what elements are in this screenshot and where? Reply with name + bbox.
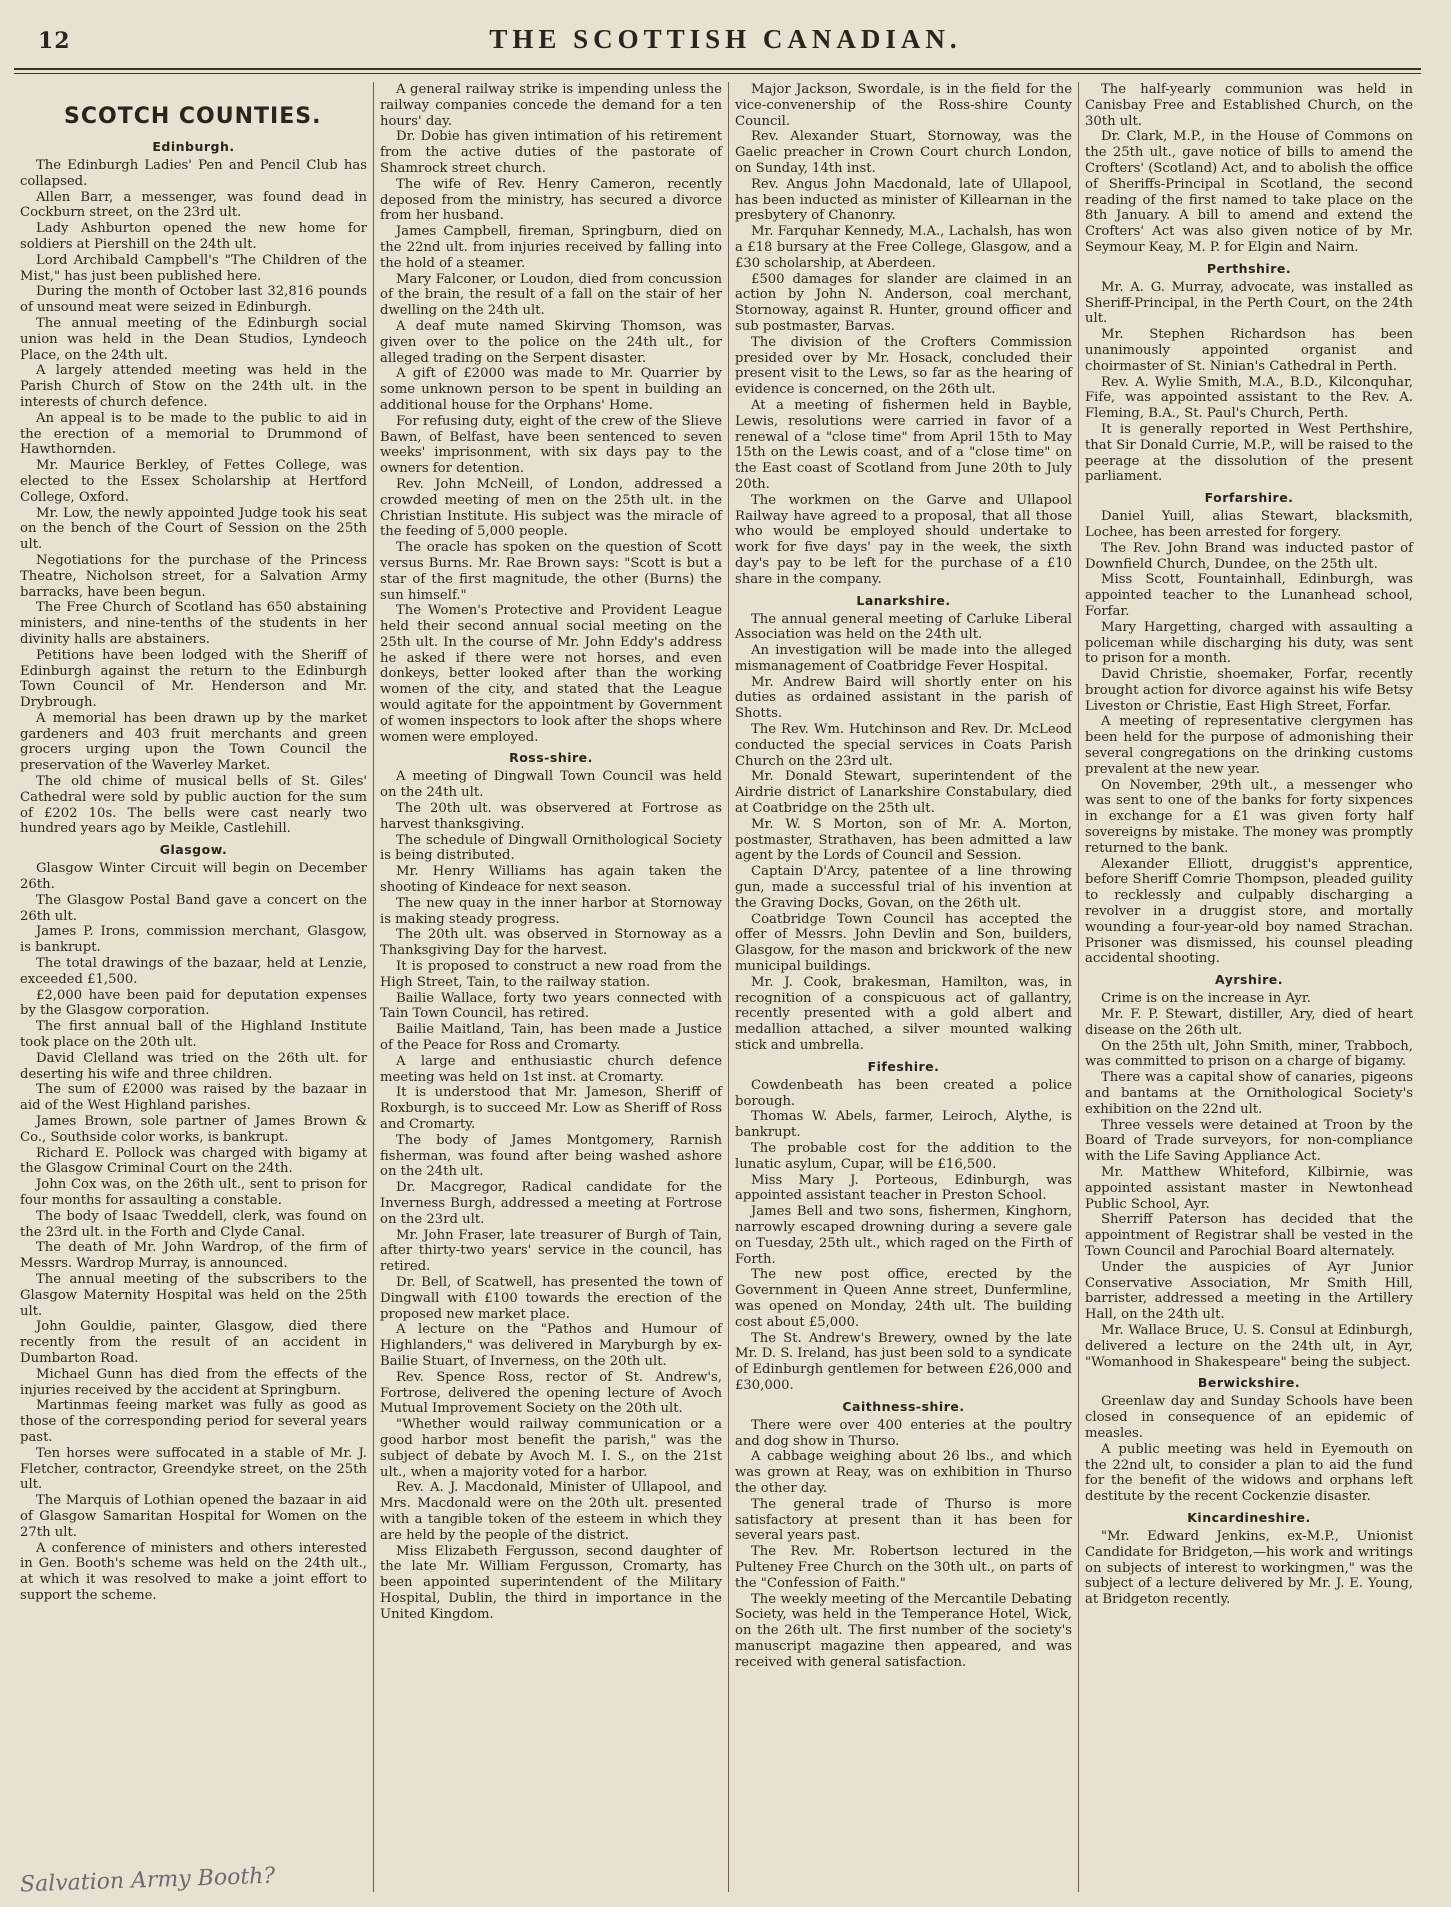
news-item: On November, 29th ult., a messenger who was sent to one of the banks for forty sixpences in exchange for a £1 was given forty half sovereigns by mistake. The money was promptly returned to the bank.	[1085, 777, 1413, 856]
news-item: Major Jackson, Swordale, is in the field for the vice-convenership of the Ross-shire County Council.	[735, 82, 1072, 129]
county-heading: Lanarkshire.	[856, 592, 951, 608]
news-item: Alexander Elliott, druggist's apprentice, before Sheriff Comrie Thompson, pleaded guility to recklessly and culpably discharging a revolver in a druggist store, and mortally wounding a four-year-old boy named Strachan. Prisoner was dismissed, his counsel pleading accidental shooting.	[1085, 856, 1413, 967]
county-heading: Forfarshire.	[1204, 490, 1294, 506]
news-item: Allen Barr, a messenger, was found dead in Cockburn street, on the 23rd ult.	[20, 189, 367, 221]
news-item: A public meeting was held in Eyemouth on the 22nd ult, to consider a plan to aid the fund for the benefit of the widows and orphans left destitute by the recent Cockenzie disaster.	[1085, 1441, 1413, 1505]
news-item: The wife of Rev. Henry Cameron, recently deposed from the ministry, has secured a divorce from her husband.	[380, 176, 722, 224]
news-item: The death of Mr. John Wardrop, of the firm of Messrs. Wardrop Murray, is announced.	[20, 1240, 367, 1272]
news-item: The annual meeting of the subscribers to the Glasgow Maternity Hospital was held on the 25th ult.	[20, 1271, 367, 1319]
news-item: The Rev. Wm. Hutchinson and Rev. Dr. McLeod conducted the special services in Coats Parish Church on the 23rd ult.	[735, 722, 1072, 769]
news-item: Lord Archibald Campbell's "The Children of the Mist," has just been published here.	[20, 252, 367, 284]
news-item: The Glasgow Postal Band gave a concert on the 26th ult.	[20, 892, 367, 924]
news-item: The 20th ult. was observered at Fortrose as harvest thanksgiving.	[380, 801, 722, 832]
county-heading: Caithness-shire.	[842, 1398, 965, 1414]
news-item: Dr. Clark, M.P., in the House of Commons on the 25th ult., gave notice of bills to amend the Crofters' (Scotland) Act, and to abolish the office of Sheriffs-Principal in Scotland, the second reading of the first named to take place on the 8th January. A bill to amend and extend the Crofters' Act was also given notice of by Mr. Seymour Keay, M. P. for Elgin and Nairn.	[1085, 129, 1414, 255]
news-item: The body of Isaac Tweddell, clerk, was found on the 23rd ult. in the Forth and Clyde Canal.	[20, 1208, 367, 1240]
news-item: Rev. Angus John Macdonald, late of Ullapool, has been inducted as minister of Killearnan in the presbytery of Chanonry.	[735, 176, 1072, 224]
news-item: Bailie Maitland, Tain, has been made a Justice of the Peace for Ross and Cromarty.	[380, 1022, 722, 1054]
news-item: Mr. Andrew Baird will shortly enter on his duties as ordained assistant in the parish of Shotts.	[735, 674, 1072, 722]
news-item: There were over 400 enteries at the poultry and dog show in Thurso.	[735, 1417, 1072, 1449]
news-item: Mr. J. Cook, brakesman, Hamilton, was, in recognition of a conspicuous act of gallantry, recently presented with a gold albert and medallion attached, a silver mounted walking stick and umbrella.	[735, 974, 1072, 1054]
news-item: Mary Falconer, or Loudon, died from concussion of the brain, the result of a fall on the stair of her dwelling on the 24th ult.	[380, 271, 722, 319]
news-item: Lady Ashburton opened the new home for soldiers at Piershill on the 24th ult.	[20, 221, 367, 252]
news-item: The oracle has spoken on the question of Scott versus Burns. Mr. Rae Brown says: "Scott is but a star of the first magnitude, the other (Burns) the sun himself."	[380, 540, 722, 603]
newspaper-title: THE SCOTTISH CANADIAN.	[489, 24, 962, 54]
news-item: The probable cost for the addition to the lunatic asylum, Cupar, will be £16,500.	[735, 1141, 1072, 1172]
news-item: Daniel Yuill, alias Stewart, blacksmith, Lochee, has been arrested for forgery.	[1085, 509, 1413, 540]
news-item: The division of the Crofters Commission presided over by Mr. Hosack, concluded their present visit to the Lews, so far as the hearing of evidence is concerned, on the 26th ult.	[735, 334, 1072, 398]
column-2	[374, 82, 729, 1892]
column-1	[14, 82, 374, 1892]
news-item: There was a capital show of canaries, pigeons and bantams at the Ornithological Society's exhibition on the 22nd ult.	[1085, 1070, 1413, 1117]
news-item: Rev. A. J. Macdonald, Minister of Ullapool, and Mrs. Macdonald were on the 20th ult. presented with a tangible token of the esteem in which they are held by the people of the district.	[380, 1480, 722, 1543]
news-item: The general trade of Thurso is more satisfactory at present than it has been for several years past.	[735, 1496, 1072, 1544]
column-3	[729, 82, 1079, 1892]
county-heading: Fifeshire.	[867, 1058, 940, 1074]
news-item: Mr. Henry Williams has again taken the shooting of Kindeace for next season.	[380, 864, 722, 896]
news-item: A lecture on the "Pathos and Humour of Highlanders," was delivered in Maryburgh by ex-Bailie Stuart, of Inverness, on the 20th ult.	[380, 1322, 722, 1369]
news-item: "Mr. Edward Jenkins, ex-M.P., Unionist Candidate for Bridgeton,—his work and writings on subjects of interest to workingmen," was the subject of a lecture delivered by Mr. J. E. Young, at Bridgeton recently.	[1085, 1528, 1413, 1608]
news-item: It is generally reported in West Perthshire, that Sir Donald Currie, M.P., will be raised to the peerage at the dissolution of the present parliament.	[1085, 421, 1413, 485]
news-item: Three vessels were detained at Troon by the Board of Trade surveyors, for non-compliance with the Life Saving Appliance Act.	[1085, 1117, 1413, 1165]
column-4	[1079, 82, 1419, 1892]
news-item: Mr. A. G. Murray, advocate, was installed as Sheriff-Principal, in the Perth Court, on the 24th ult.	[1085, 279, 1413, 327]
news-item: Thomas W. Abels, farmer, Leiroch, Alythe, is bankrupt.	[735, 1109, 1072, 1141]
news-item: The old chime of musical bells of St. Giles' Cathedral were sold by public auction for the sum of £202 10s. The bells were cast nearly two hundred years ago by Meikle, Castlehill.	[20, 774, 367, 837]
news-item: Coatbridge Town Council has accepted the offer of Messrs. John Devlin and Son, builders, Glasgow, for the mason and brickwork of the new municipal buildings.	[735, 911, 1072, 975]
page-number: 12	[38, 28, 71, 54]
news-item: James Brown, sole partner of James Brown & Co., Southside color works, is bankrupt.	[20, 1114, 367, 1145]
news-item: A conference of ministers and others interested in Gen. Booth's scheme was held on the 24th ult., at which it was resolved to make a joint effort to support the scheme.	[20, 1540, 367, 1603]
news-item: Cowdenbeath has been created a police borough.	[735, 1077, 1072, 1109]
news-item: A cabbage weighing about 26 lbs., and which was grown at Reay, was on exhibition in Thurso the other day.	[735, 1449, 1072, 1496]
news-item: The 20th ult. was observed in Stornoway as a Thanksgiving Day for the harvest.	[380, 927, 722, 959]
news-item: Negotiations for the purchase of the Princess Theatre, Nicholson street, for a Salvation Army barracks, have been begun.	[20, 552, 367, 600]
news-item: The weekly meeting of the Mercantile Debating Society, was held in the Temperance Hotel, Wick, on the 26th ult. The first number of the society's manuscript magazine then appeared, and was received with general satisfaction.	[735, 1591, 1072, 1670]
news-item: The new post office, erected by the Government in Queen Anne street, Dunfermline, was opened on Monday, 24th ult. The building cost about £5,000.	[735, 1267, 1072, 1330]
news-item: John Gouldie, painter, Glasgow, died there recently from the result of an accident in Dumbarton Road.	[20, 1319, 367, 1366]
news-item: Mr. Stephen Richardson has been unanimously appointed organist and choirmaster of St. Ninian's Cathedral in Perth.	[1085, 327, 1413, 374]
news-item: The St. Andrew's Brewery, owned by the late Mr. D. S. Ireland, has just been sold to a syndicate of Edinburgh gentlemen for between £26,000 and £30,000.	[735, 1330, 1072, 1393]
news-item: A meeting of Dingwall Town Council was held on the 24th ult.	[380, 769, 722, 801]
news-item: Mr. W. S Morton, son of Mr. A. Morton, postmaster, Strathaven, has been admitted a law agent by the Lords of Council and Session.	[735, 816, 1072, 864]
news-item: The schedule of Dingwall Ornithological Society is being distributed.	[380, 832, 722, 864]
news-item: The Free Church of Scotland has 650 abstaining ministers, and nine-tenths of the students in her divinity halls are abstainers.	[20, 600, 367, 647]
news-item: Mary Hargetting, charged with assaulting a policeman while discharging his duty, was sent to prison for a month.	[1085, 619, 1413, 667]
news-item: Petitions have been lodged with the Sheriff of Edinburgh against the return to the Edinburgh Town Council of Mr. Henderson and Mr. Drybrough.	[20, 647, 367, 711]
news-item: Rev. Alexander Stuart, Stornoway, was the Gaelic preacher in Crown Court church London, on Sunday, 14th inst.	[735, 129, 1072, 176]
news-item: At a meeting of fishermen held in Bayble, Lewis, resolutions were carried in favor of a renewal of a "close time" from April 15th to May 15th on the Lewis coast, and of a "close time" on the East coast of Scotland from June 20th to July 20th.	[735, 397, 1072, 492]
news-item: Mr. Matthew Whiteford, Kilbirnie, was appointed assistant master in Newtonhead Public School, Ayr.	[1085, 1165, 1413, 1212]
news-item: "Whether would railway communication or a good harbor most benefit the parish," was the subject of debate by Avoch M. I. S., on the 21st ult., when a majority voted for a harbor.	[380, 1417, 722, 1480]
news-item: Mr. Wallace Bruce, U. S. Consul at Edinburgh, delivered a lecture on the 24th ult, in Ayr, "Womanhood in Shakespeare" being the subject.	[1085, 1322, 1413, 1370]
news-item: An investigation will be made into the alleged mismanagement of Coatbridge Fever Hospital.	[735, 643, 1072, 674]
news-item: The Rev. Mr. Robertson lectured in the Pulteney Free Church on the 30th ult., on parts of the "Confession of Faith."	[735, 1544, 1072, 1591]
news-item: James Campbell, fireman, Springburn, died on the 22nd ult. from injuries received by falling into the hold of a steamer.	[380, 224, 722, 271]
news-item: Rev. A. Wylie Smith, M.A., B.D., Kilconquhar, Fife, was appointed assistant to the Rev. A. Fleming, B.A., St. Paul's Church, Perth.	[1085, 374, 1413, 422]
news-item: The half-yearly communion was held in Canisbay Free and Established Church, on the 30th ult.	[1085, 82, 1413, 129]
news-item: It is understood that Mr. Jameson, Sheriff of Roxburgh, is to succeed Mr. Low as Sheriff of Ross and Cromarty.	[380, 1085, 722, 1132]
news-item: Rev. Spence Ross, rector of St. Andrew's, Fortrose, delivered the opening lecture of Avoch Mutual Improvement Society on the 20th ult.	[380, 1369, 722, 1417]
county-heading: Perthshire.	[1206, 260, 1292, 276]
news-item: Captain D'Arcy, patentee of a line throwing gun, made a successful trial of his invention at the Graving Docks, Govan, on the 26th ult.	[735, 864, 1072, 911]
news-item: £500 damages for slander are claimed in an action by John N. Anderson, coal merchant, Stornoway, against R. Hunter, ground officer and sub postmaster, Barvas.	[735, 271, 1072, 334]
news-item: Miss Scott, Fountainhall, Edinburgh, was appointed teacher to the Lunanhead school, Forfar.	[1085, 572, 1413, 619]
news-item: The Edinburgh Ladies' Pen and Pencil Club has collapsed.	[20, 158, 367, 189]
news-item: Dr. Macgregor, Radical candidate for the Inverness Burgh, addressed a meeting at Fortrose on the 23rd ult.	[380, 1180, 722, 1227]
news-item: The Women's Protective and Provident League held their second annual social meeting on the 25th ult. In the course of Mr. John Eddy's address he asked if there were not horses, and even donkeys, better looked after than the working women of the city, and stated that the League would agitate for the appointment by Government of women inspectors to look after the shops where women were employed.	[380, 603, 722, 745]
news-item: Mr. John Fraser, late treasurer of Burgh of Tain, after thirty-two years' service in the council, has retired.	[380, 1227, 722, 1275]
handwritten-note: Salvation Army Booth?	[19, 1863, 276, 1898]
news-item: Greenlaw day and Sunday Schools have been closed in consequence of an epidemic of measles.	[1085, 1394, 1413, 1441]
news-item: Martinmas feeing market was fully as good as those of the corresponding period for several years past.	[20, 1398, 367, 1445]
news-item: The annual general meeting of Carluke Liberal Association was held on the 24th ult.	[735, 611, 1072, 643]
news-item: Dr. Bell, of Scatwell, has presented the town of Dingwall with £100 towards the erection of the proposed new market place.	[380, 1274, 722, 1322]
news-item: John Cox was, on the 26th ult., sent to prison for four months for assaulting a constable.	[20, 1177, 367, 1208]
header-rule	[14, 68, 1421, 70]
news-item: The new quay in the inner harbor at Stornoway is making steady progress.	[380, 895, 722, 927]
county-heading: Kincardineshire.	[1187, 1509, 1311, 1525]
news-item: Dr. Dobie has given intimation of his retirement from the active duties of the pastorate of Shamrock street church.	[380, 129, 722, 176]
news-item: A large and enthusiastic church defence meeting was held on 1st inst. at Cromarty.	[380, 1053, 722, 1085]
news-item: Mr. Maurice Berkley, of Fettes College, was elected to the Essex Scholarship at Hertford College, Oxford.	[20, 458, 367, 505]
news-item: Mr. Farquhar Kennedy, M.A., Lachalsh, has won a £18 bursary at the Free College, Glasgow, and a £30 scholarship, at Aberdeen.	[735, 224, 1072, 271]
news-item: A general railway strike is impending unless the railway companies concede the demand for a ten hours' day.	[380, 82, 722, 129]
county-heading: Glasgow.	[159, 842, 228, 858]
news-item: James P. Irons, commission merchant, Glasgow, is bankrupt.	[20, 924, 367, 956]
section-title: SCOTCH COUNTIES.	[64, 104, 322, 129]
news-item: Under the auspicies of Ayr Junior Conservative Association, Mr Smith Hill, barrister, addressed a meeting in the Artillery Hall, on the 24th ult.	[1085, 1259, 1413, 1323]
news-item: The annual meeting of the Edinburgh social union was held in the Dean Studios, Lyndeoch Place, on the 24th ult.	[20, 315, 367, 363]
news-item: A memorial has been drawn up by the market gardeners and 403 fruit merchants and green grocers urging upon the Town Council the preservation of the Waverley Market.	[20, 710, 367, 774]
county-heading: Edinburgh.	[152, 139, 235, 154]
news-item: Glasgow Winter Circuit will begin on December 26th.	[20, 861, 367, 893]
news-item: A deaf mute named Skirving Thomson, was given over to the police on the 24th ult., for alleged trading on the Serpent disaster.	[380, 318, 722, 366]
news-item: Ten horses were suffocated in a stable of Mr. J. Fletcher, contractor, Greendyke street, on the 25th ult.	[20, 1445, 367, 1493]
news-item: A meeting of representative clergymen has been held for the purpose of admonishing their several congregations on the drinking customs prevalent at the new year.	[1085, 714, 1413, 777]
news-item: Crime is on the increase in Ayr.	[1101, 991, 1311, 1007]
news-item: A largely attended meeting was held in the Parish Church of Stow on the 24th ult. in the interests of church defence.	[20, 363, 367, 410]
news-item: During the month of October last 32,816 pounds of unsound meat were seized in Edinburgh.	[20, 284, 367, 316]
news-item: The body of James Montgomery, Rarnish fisherman, was found after being washed ashore on the 24th ult.	[380, 1132, 722, 1180]
news-item: A gift of £2000 was made to Mr. Quarrier by some unknown person to be spent in building an additional house for the Orphans' Home.	[380, 366, 722, 413]
county-heading: Berwickshire.	[1197, 1375, 1301, 1391]
news-item: Bailie Wallace, forty two years connected with Tain Town Council, has retired.	[380, 990, 722, 1022]
news-item: An appeal is to be made to the public to aid in the erection of a memorial to Drummond of Hawthornden.	[20, 410, 367, 458]
news-item: Mr. Low, the newly appointed Judge took his seat on the bench of the Court of Session on the 25th ult.	[20, 505, 367, 553]
county-heading: Ayrshire.	[1214, 972, 1284, 988]
news-item: Mr. F. P. Stewart, distiller, Ary, died of heart disease on the 26th ult.	[1085, 1007, 1413, 1038]
news-item: David Christie, shoemaker, Forfar, recently brought action for divorce against his wife Betsy Liveston or Christie, East High Street, Forfar.	[1085, 667, 1413, 714]
news-item: £2,000 have been paid for deputation expenses by the Glasgow corporation.	[20, 987, 367, 1019]
news-item: The Rev. John Brand was inducted pastor of Downfield Church, Dundee, on the 25th ult.	[1085, 540, 1413, 572]
news-item: Rev. John McNeill, of London, addressed a crowded meeting of men on the 25th ult. in the Christian Institute. His subject was the miracle of the feeding of 5,000 people.	[380, 476, 722, 540]
columns	[14, 82, 1419, 1892]
news-item: The first annual ball of the Highland Institute took place on the 20th ult.	[20, 1019, 367, 1051]
news-item: On the 25th ult, John Smith, miner, Trabboch, was committed to prison on a charge of bigamy.	[1085, 1038, 1413, 1070]
news-item: James Bell and two sons, fishermen, Kinghorn, narrowly escaped drowning during a severe gale on Tuesday, 25th ult., which raged on the Firth of Forth.	[735, 1204, 1072, 1267]
news-item: For refusing duty, eight of the crew of the Slieve Bawn, of Belfast, have been sentenced to seven weeks' imprisonment, with six days pay to the owners for detention.	[380, 413, 722, 477]
news-item: The workmen on the Garve and Ullapool Railway have agreed to a proposal, that all those who would be employed should undertake to work for five days' pay in the week, the sixth day's pay to be left for the purchase of a £10 share in the company.	[735, 492, 1072, 587]
news-item: The sum of £2000 was raised by the bazaar in aid of the West Highland parishes.	[20, 1082, 367, 1114]
header-rule-thin	[14, 73, 1421, 74]
news-item: The total drawings of the bazaar, held at Lenzie, exceeded £1,500.	[20, 956, 367, 987]
news-item: Michael Gunn has died from the effects of the injuries received by the accident at Springburn.	[20, 1366, 367, 1398]
county-heading: Ross-shire.	[509, 750, 593, 766]
news-item: Miss Mary J. Porteous, Edinburgh, was appointed assistant teacher in Preston School.	[735, 1172, 1072, 1204]
news-item: Richard E. Pollock was charged with bigamy at the Glasgow Criminal Court on the 24th.	[20, 1145, 367, 1177]
news-item: It is proposed to construct a new road from the High Street, Tain, to the railway station.	[380, 959, 722, 990]
news-item: Mr. Donald Stewart, superintendent of the Airdrie district of Lanarkshire Constabulary, died at Coatbridge on the 25th ult.	[735, 769, 1072, 817]
news-item: Sherriff Paterson has decided that the appointment of Registrar shall be vested in the Town Council and Parochial Board alternately.	[1085, 1212, 1413, 1259]
news-item: The Marquis of Lothian opened the bazaar in aid of Glasgow Samaritan Hospital for Women on the 27th ult.	[20, 1493, 367, 1540]
news-item: David Clelland was tried on the 26th ult. for deserting his wife and three children.	[20, 1050, 367, 1082]
news-item: Miss Elizabeth Fergusson, second daughter of the late Mr. William Fergusson, Cromarty, has been appointed superintendent of the Military Hospital, Dublin, the third in importance in the United Kingdom.	[380, 1543, 722, 1622]
